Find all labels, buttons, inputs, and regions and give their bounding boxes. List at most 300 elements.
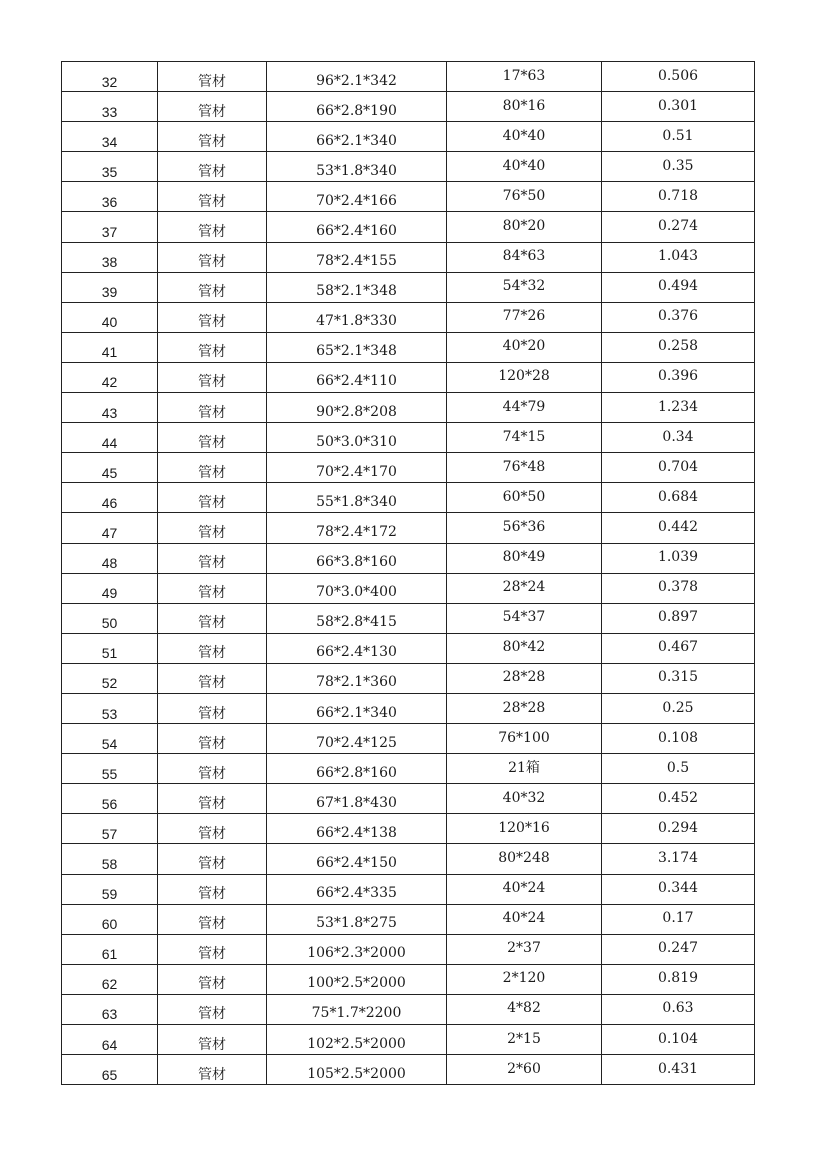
row-number-cell [62,272,158,302]
weight-cell-text: 0.494 [657,278,699,295]
row-number-cell-text: 60 [101,916,118,933]
weight-cell [602,122,755,152]
size-spec-cell-text: 70*2.4*170 [316,463,397,480]
packing-cell [447,483,602,513]
packing-cell-text: 80*20 [502,218,546,235]
row-number-cell [62,633,158,663]
table-row [62,1055,755,1085]
packing-cell [447,423,602,453]
weight-cell [602,483,755,513]
size-spec-cell [267,994,447,1024]
packing-cell-text: 2*60 [507,1060,541,1077]
table-row [62,633,755,663]
size-spec-cell [267,844,447,874]
size-spec-cell [267,543,447,573]
row-number-cell-text: 47 [101,524,118,541]
weight-cell-text: 0.35 [662,157,694,174]
size-spec-cell-text: 66*2.1*340 [316,704,397,721]
category-cell [158,724,267,754]
table-row [62,874,755,904]
weight-cell-text: 0.396 [657,368,699,385]
size-spec-cell [267,1025,447,1055]
size-spec-cell [267,603,447,633]
size-spec-cell [267,904,447,934]
row-number-cell-text: 45 [101,464,118,481]
row-number-cell-text: 52 [101,675,118,692]
size-spec-cell [267,332,447,362]
packing-cell [447,964,602,994]
row-number-cell-text: 38 [101,254,118,271]
category-cell-text: 管材 [198,344,226,361]
weight-cell [602,904,755,934]
table-row [62,423,755,453]
weight-cell-text: 1.234 [657,398,699,415]
row-number-cell [62,934,158,964]
category-cell [158,393,267,423]
row-number-cell [62,242,158,272]
weight-cell-text: 1.039 [657,549,699,566]
row-number-cell-text: 41 [101,344,118,361]
weight-cell [602,573,755,603]
size-spec-cell-text: 70*2.4*166 [316,192,397,209]
table-row [62,453,755,483]
size-spec-cell [267,423,447,453]
packing-cell-text: 56*36 [502,518,546,535]
weight-cell [602,844,755,874]
weight-cell [602,994,755,1024]
packing-cell-text: 28*24 [502,579,546,596]
weight-cell-text: 0.704 [657,458,699,475]
category-cell [158,302,267,332]
size-spec-cell [267,182,447,212]
table-row [62,543,755,573]
table-row [62,62,755,92]
row-number-cell [62,784,158,814]
size-spec-cell-text: 105*2.5*2000 [307,1065,406,1082]
category-cell-text: 管材 [198,1036,226,1053]
category-cell [158,633,267,663]
size-spec-cell-text: 66*3.8*160 [316,554,397,571]
size-spec-cell-text: 78*2.4*155 [316,253,397,270]
category-cell [158,453,267,483]
size-spec-cell-text: 66*2.1*340 [316,132,397,149]
category-cell [158,483,267,513]
row-number-cell-text: 40 [101,314,118,331]
size-spec-cell-text: 66*2.8*190 [316,102,397,119]
category-cell-text: 管材 [198,645,226,662]
row-number-cell [62,122,158,152]
category-cell [158,663,267,693]
weight-cell [602,934,755,964]
row-number-cell [62,844,158,874]
size-spec-cell [267,122,447,152]
packing-cell [447,754,602,784]
size-spec-cell [267,814,447,844]
row-number-cell [62,964,158,994]
table-row [62,693,755,723]
packing-cell-text: 28*28 [502,669,546,686]
size-spec-cell-text: 66*2.4*138 [316,824,397,841]
category-cell [158,754,267,784]
table-row [62,784,755,814]
row-number-cell [62,302,158,332]
weight-cell [602,332,755,362]
weight-cell-text: 0.344 [657,880,699,897]
size-spec-cell-text: 66*2.4*160 [316,223,397,240]
category-cell-text: 管材 [198,163,226,180]
row-number-cell-text: 53 [101,705,118,722]
weight-cell-text: 0.718 [657,187,699,204]
weight-cell-text: 1.043 [657,248,699,265]
weight-cell [602,423,755,453]
size-spec-cell-text: 66*2.4*110 [316,373,397,390]
row-number-cell [62,453,158,483]
table-row [62,302,755,332]
row-number-cell-text: 64 [101,1036,118,1053]
table-row [62,724,755,754]
packing-cell-text: 2*15 [507,1030,541,1047]
table-row [62,332,755,362]
category-cell [158,844,267,874]
table-row [62,393,755,423]
packing-cell [447,1025,602,1055]
packing-cell-text: 54*37 [502,609,546,626]
category-cell [158,332,267,362]
row-number-cell-text: 50 [101,615,118,632]
packing-cell-text: 17*63 [502,67,546,84]
size-spec-cell [267,693,447,723]
table-row [62,152,755,182]
row-number-cell-text: 39 [101,284,118,301]
packing-cell-text: 120*16 [498,819,550,836]
category-cell [158,152,267,182]
packing-cell-text: 60*50 [502,488,546,505]
size-spec-cell-text: 65*2.1*348 [316,343,397,360]
packing-cell [447,814,602,844]
table-row [62,603,755,633]
row-number-cell [62,874,158,904]
row-number-cell [62,724,158,754]
row-number-cell-text: 61 [101,946,118,963]
size-spec-cell [267,62,447,92]
weight-cell-text: 0.378 [657,579,699,596]
weight-cell-text: 0.63 [662,1000,694,1017]
weight-cell [602,814,755,844]
size-spec-cell-text: 55*1.8*340 [316,493,397,510]
row-number-cell-text: 63 [101,1006,118,1023]
size-spec-cell [267,964,447,994]
weight-cell [602,754,755,784]
row-number-cell [62,1055,158,1085]
row-number-cell [62,423,158,453]
packing-cell [447,934,602,964]
weight-cell [602,152,755,182]
category-cell [158,182,267,212]
packing-cell-text: 80*49 [502,549,546,566]
weight-cell [602,663,755,693]
weight-cell [602,964,755,994]
row-number-cell-text: 44 [101,434,118,451]
row-number-cell-text: 57 [101,825,118,842]
weight-cell-text: 0.25 [662,699,694,716]
size-spec-cell [267,663,447,693]
category-cell-text: 管材 [198,1006,226,1023]
packing-cell [447,874,602,904]
packing-cell [447,362,602,392]
table-row [62,272,755,302]
table-row [62,483,755,513]
packing-cell [447,573,602,603]
packing-cell-text: 40*32 [502,789,546,806]
weight-cell-text: 0.5 [666,759,690,776]
size-spec-cell-text: 66*2.8*160 [316,764,397,781]
table-row [62,182,755,212]
row-number-cell-text: 36 [101,193,118,210]
weight-cell-text: 0.34 [662,428,694,445]
weight-cell-text: 0.274 [657,218,699,235]
packing-cell [447,633,602,663]
table-row [62,362,755,392]
category-cell-text: 管材 [198,224,226,241]
row-number-cell [62,754,158,784]
category-cell-text: 管材 [198,254,226,271]
weight-cell-text: 0.431 [657,1060,699,1077]
category-cell [158,543,267,573]
row-number-cell-text: 55 [101,765,118,782]
category-cell [158,92,267,122]
row-number-cell [62,603,158,633]
packing-cell-text: 21箱 [508,759,540,776]
packing-cell [447,994,602,1024]
weight-cell [602,182,755,212]
weight-cell-text: 0.301 [657,97,699,114]
weight-cell-text: 0.51 [662,127,694,144]
category-cell [158,603,267,633]
size-spec-cell-text: 70*2.4*125 [316,734,397,751]
row-number-cell-text: 54 [101,735,118,752]
size-spec-cell [267,1055,447,1085]
packing-cell [447,62,602,92]
row-number-cell-text: 37 [101,224,118,241]
category-cell [158,122,267,152]
packing-cell-text: 28*28 [502,699,546,716]
size-spec-cell [267,724,447,754]
size-spec-cell-text: 106*2.3*2000 [307,945,406,962]
row-number-cell [62,182,158,212]
category-cell-text: 管材 [198,735,226,752]
size-spec-cell-text: 90*2.8*208 [316,403,397,420]
category-cell-text: 管材 [198,133,226,150]
row-number-cell-text: 43 [101,404,118,421]
category-cell [158,62,267,92]
weight-cell-text: 0.819 [657,970,699,987]
packing-cell-text: 40*40 [502,127,546,144]
weight-cell-text: 0.897 [657,609,699,626]
row-number-cell [62,92,158,122]
packing-cell-text: 40*24 [502,880,546,897]
packing-cell-text: 40*20 [502,338,546,355]
size-spec-cell-text: 70*3.0*400 [316,584,397,601]
row-number-cell-text: 46 [101,494,118,511]
table-body [62,62,755,1085]
weight-cell-text: 0.506 [657,67,699,84]
packing-cell [447,393,602,423]
packing-cell [447,543,602,573]
weight-cell [602,633,755,663]
weight-cell [602,212,755,242]
category-cell-text: 管材 [198,585,226,602]
table-row [62,212,755,242]
table-row [62,513,755,543]
packing-cell [447,122,602,152]
packing-cell-text: 76*100 [498,729,550,746]
packing-cell [447,453,602,483]
packing-cell-text: 120*28 [498,368,550,385]
category-cell [158,904,267,934]
packing-cell [447,603,602,633]
category-cell [158,242,267,272]
row-number-cell-text: 51 [101,645,118,662]
category-cell-text: 管材 [198,193,226,210]
size-spec-cell [267,874,447,904]
size-spec-cell-text: 66*2.4*150 [316,854,397,871]
weight-cell-text: 0.17 [662,910,694,927]
table-row [62,814,755,844]
row-number-cell [62,814,158,844]
row-number-cell [62,693,158,723]
table-row [62,1025,755,1055]
category-cell [158,874,267,904]
weight-cell [602,874,755,904]
packing-cell [447,844,602,874]
weight-cell [602,92,755,122]
category-cell [158,994,267,1024]
packing-cell [447,784,602,814]
packing-cell [447,663,602,693]
size-spec-cell [267,483,447,513]
category-cell [158,964,267,994]
size-spec-cell-text: 67*1.8*430 [316,794,397,811]
category-cell-text: 管材 [198,314,226,331]
category-cell-text: 管材 [198,705,226,722]
size-spec-cell [267,393,447,423]
size-spec-cell [267,152,447,182]
weight-cell-text: 0.452 [657,789,699,806]
size-spec-cell [267,302,447,332]
size-spec-cell-text: 102*2.5*2000 [307,1035,406,1052]
row-number-cell-text: 65 [101,1066,118,1083]
weight-cell [602,693,755,723]
row-number-cell [62,483,158,513]
row-number-cell [62,332,158,362]
packing-cell-text: 2*120 [502,970,546,987]
row-number-cell-text: 56 [101,795,118,812]
weight-cell [602,543,755,573]
row-number-cell [62,62,158,92]
size-spec-cell [267,212,447,242]
weight-cell-text: 0.258 [657,338,699,355]
size-spec-cell-text: 66*2.4*130 [316,644,397,661]
table-row [62,994,755,1024]
category-cell-text: 管材 [198,434,226,451]
weight-cell [602,603,755,633]
weight-cell-text: 0.247 [657,940,699,957]
packing-cell-text: 76*48 [502,458,546,475]
weight-cell [602,453,755,483]
size-spec-cell-text: 47*1.8*330 [316,313,397,330]
table-row [62,242,755,272]
weight-cell [602,393,755,423]
size-spec-cell [267,784,447,814]
row-number-cell-text: 34 [101,133,118,150]
row-number-cell [62,1025,158,1055]
row-number-cell [62,663,158,693]
category-cell [158,1025,267,1055]
category-cell [158,272,267,302]
table-row [62,663,755,693]
row-number-cell [62,393,158,423]
row-number-cell [62,152,158,182]
weight-cell-text: 0.376 [657,308,699,325]
weight-cell-text: 0.467 [657,639,699,656]
size-spec-cell [267,934,447,964]
weight-cell [602,1025,755,1055]
weight-cell [602,724,755,754]
row-number-cell-text: 59 [101,886,118,903]
table-row [62,754,755,784]
packing-cell [447,152,602,182]
category-cell [158,784,267,814]
packing-cell-text: 80*16 [502,97,546,114]
table-row [62,122,755,152]
size-spec-cell-text: 78*2.1*360 [316,674,397,691]
category-cell-text: 管材 [198,404,226,421]
table-row [62,964,755,994]
row-number-cell-text: 33 [101,103,118,120]
table-row [62,844,755,874]
weight-cell [602,302,755,332]
packing-cell [447,1055,602,1085]
category-cell-text: 管材 [198,916,226,933]
weight-cell [602,62,755,92]
size-spec-cell-text: 53*1.8*275 [316,915,397,932]
size-spec-cell-text: 53*1.8*340 [316,162,397,179]
weight-cell-text: 0.442 [657,518,699,535]
packing-cell-text: 40*24 [502,910,546,927]
size-spec-cell [267,573,447,603]
row-number-cell [62,362,158,392]
category-cell-text: 管材 [198,976,226,993]
category-cell [158,693,267,723]
category-cell [158,1055,267,1085]
category-cell-text: 管材 [198,284,226,301]
category-cell-text: 管材 [198,103,226,120]
size-spec-cell [267,92,447,122]
category-cell-text: 管材 [198,855,226,872]
packing-cell-text: 2*37 [507,940,541,957]
row-number-cell-text: 32 [101,73,118,90]
packing-cell [447,513,602,543]
category-cell-text: 管材 [198,795,226,812]
row-number-cell-text: 58 [101,855,118,872]
packing-cell-text: 77*26 [502,308,546,325]
size-spec-cell [267,754,447,784]
category-cell-text: 管材 [198,1066,226,1083]
category-cell [158,513,267,543]
packing-cell [447,332,602,362]
row-number-cell [62,573,158,603]
packing-cell-text: 4*82 [507,1000,541,1017]
